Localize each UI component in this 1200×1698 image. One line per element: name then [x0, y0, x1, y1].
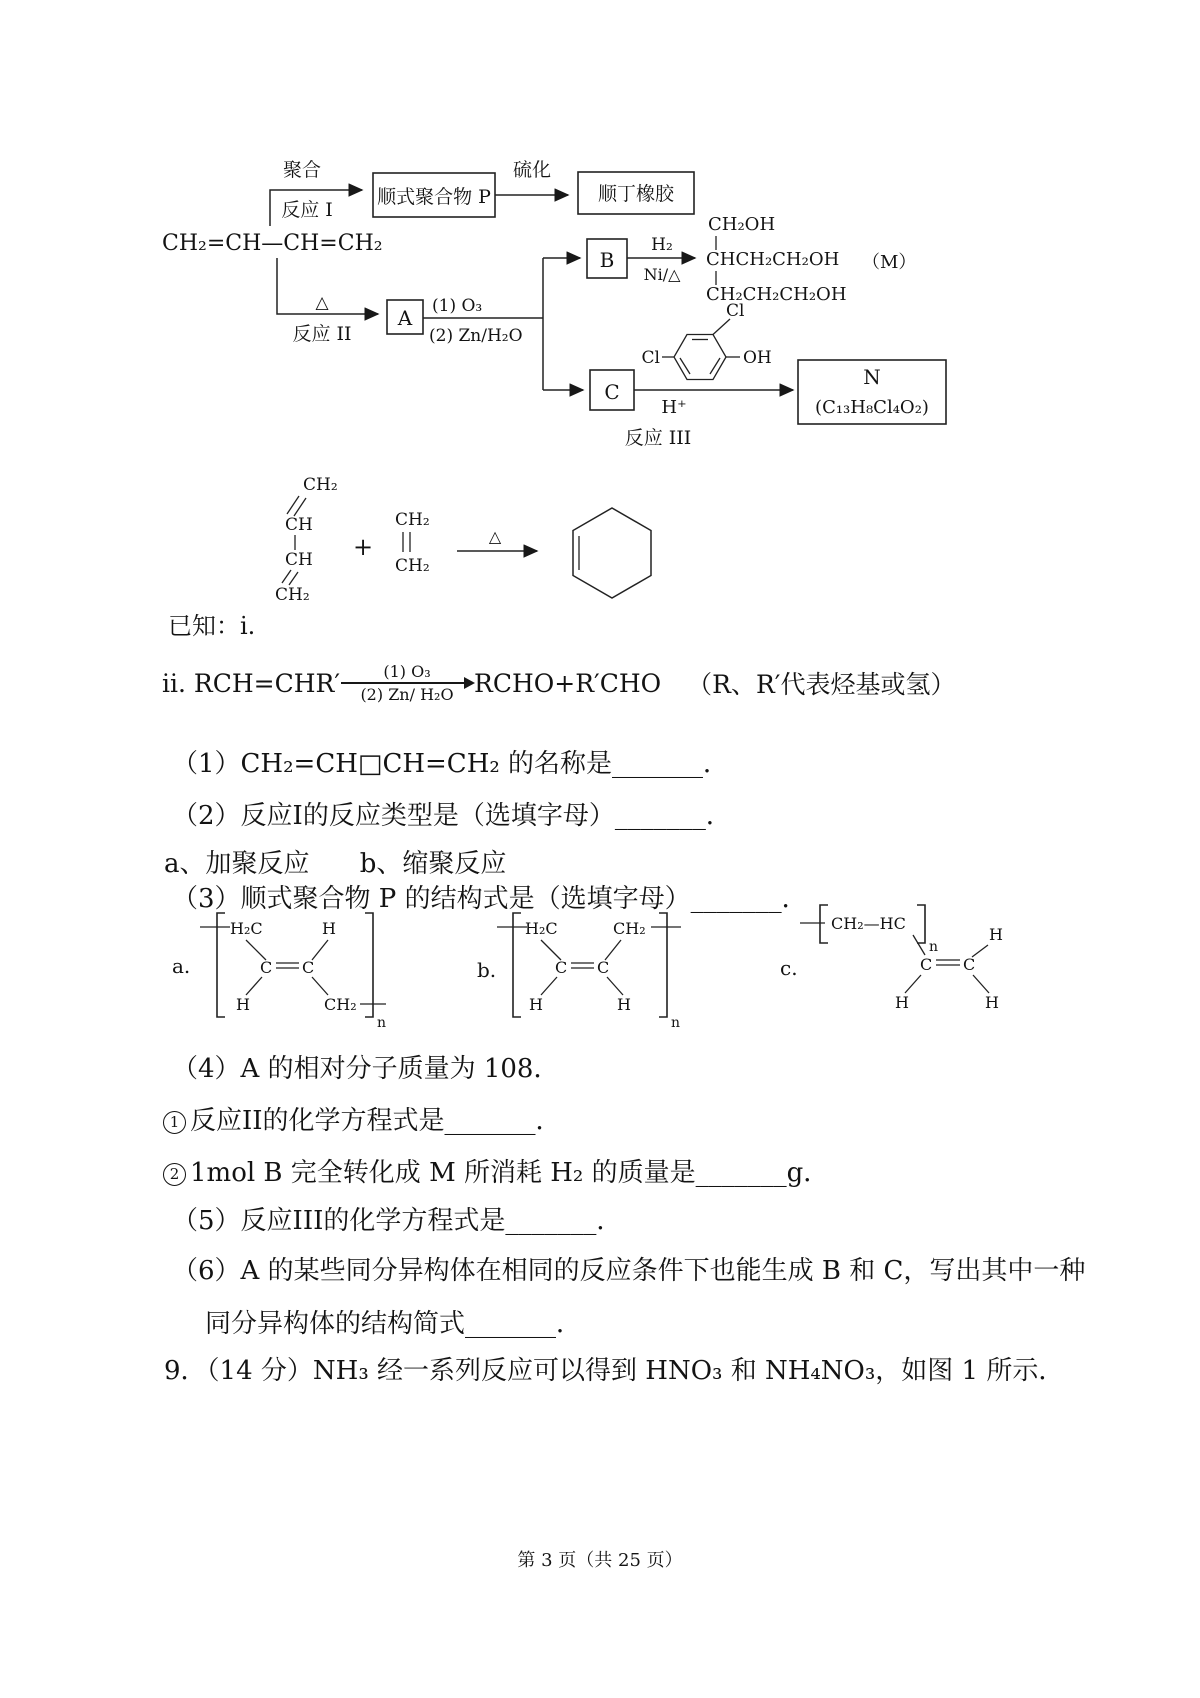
question-4-sub2-text: 1mol B 完全转化成 M 所消耗 H₂ 的质量是_______g．: [190, 1158, 830, 1188]
box-n-name: N: [863, 365, 881, 389]
ozonolysis-top: (1) O₃: [432, 296, 483, 316]
ii-condition-top: (1) O₃: [383, 662, 431, 681]
rxn1-top-label: 聚合: [282, 159, 322, 181]
butadiene-ch-2: CH: [285, 550, 313, 570]
diels-alder-diagram: [225, 440, 665, 620]
box-n-formula: (C₁₃H₈Cl₄O₂): [815, 397, 929, 418]
box-a-label: A: [397, 306, 413, 330]
ethylene-ch2-top: CH₂: [395, 510, 430, 530]
atom-h-left: H: [529, 995, 543, 1014]
polymer-option-b: [465, 905, 705, 1033]
option-a: a、加聚反应: [164, 849, 310, 879]
bracket-right: [917, 905, 925, 943]
atom-ch2-bottom: CH₂: [324, 995, 357, 1014]
m-label: （M）: [862, 252, 917, 273]
ethylene-ch2-bottom: CH₂: [395, 556, 430, 576]
box-b-label: B: [599, 248, 615, 272]
m-structure: [706, 214, 916, 305]
subscript-n: n: [671, 1015, 681, 1031]
question-3: （3）顺式聚合物 P 的结构式是（选填字母）_______．: [172, 884, 808, 914]
atom-c2: C: [302, 958, 315, 977]
page-footer: 第 3 页（共 25 页）: [517, 1550, 683, 1571]
question-6-line1: （6）A 的某些同分异构体在相同的反应条件下也能生成 B 和 C，写出其中一种: [172, 1256, 1086, 1286]
da-delta: △: [488, 527, 502, 546]
ii-label: ii. RCH=CHR′: [162, 668, 341, 698]
atom-ch2: CH₂: [613, 919, 646, 938]
ii-note: （R、R′代表烃基或氢）: [687, 670, 956, 699]
h2-label: H₂: [651, 235, 673, 255]
atom-h: H: [322, 919, 336, 938]
butadiene-ch-1: CH: [285, 515, 313, 535]
question-1: （1）CH₂=CH□CH=CH₂ 的名称是_______．: [172, 749, 730, 779]
question-4-sub1-text: 反应II的化学方程式是_______．: [190, 1106, 562, 1136]
atom-h-bottom: H: [236, 995, 250, 1014]
box-c-label: C: [604, 380, 620, 404]
butadiene-ch2-bottom: CH₂: [275, 585, 310, 605]
chlorophenol-structure: [642, 301, 772, 380]
ni-delta-label: Ni/△: [643, 265, 681, 284]
ozonolysis-bottom: (2) Zn/H₂O: [429, 326, 523, 346]
known-label: 已知：i.: [168, 612, 256, 640]
question-4: （4）A 的相对分子质量为 108．: [172, 1054, 560, 1084]
rxn3-label: 反应 III: [624, 427, 692, 449]
reaction-flow-diagram: [150, 118, 970, 463]
known-reaction-ii: [162, 662, 955, 704]
cyclohexene-structure: [573, 508, 651, 598]
atom-c1: C: [920, 955, 933, 974]
butadiene-structure: [275, 475, 338, 605]
atom-h2c: H₂C: [230, 919, 263, 938]
m-line1: CH₂OH: [708, 214, 776, 235]
cl-top-label: Cl: [726, 301, 745, 321]
bracket-right: [659, 913, 667, 1017]
question-4-sub2: [163, 1152, 829, 1189]
atom-c1: C: [555, 958, 568, 977]
option-c-label: c.: [780, 956, 798, 980]
circled-1: 1: [163, 1111, 186, 1134]
bracket-left: [513, 913, 521, 1017]
h-plus-label: H⁺: [661, 397, 687, 418]
ii-product: RCHO+R′CHO: [474, 668, 662, 698]
bracket-left: [217, 913, 225, 1017]
question-2: （2）反应I的反应类型是（选填字母）_______．: [172, 801, 732, 831]
atom-h-topright: H: [989, 925, 1003, 944]
bracket-right: [365, 913, 373, 1017]
question-5: （5）反应III的化学方程式是_______．: [172, 1206, 623, 1236]
ii-reaction-arrow: [341, 662, 473, 704]
polymer-option-c: [765, 895, 1015, 1035]
circled-2: 2: [163, 1163, 186, 1186]
m-line3: CH₂CH₂CH₂OH: [706, 284, 847, 305]
subscript-n: n: [377, 1015, 387, 1031]
ethylene-structure: [395, 510, 430, 576]
option-b: b、缩聚反应: [359, 849, 507, 879]
cl-left-label: Cl: [641, 348, 660, 368]
polymer-option-a: [160, 905, 400, 1033]
chain-ch2-hc: CH₂—HC: [831, 914, 906, 933]
atom-h-right: H: [617, 995, 631, 1014]
ii-arrow-line: [341, 682, 473, 684]
atom-c1: C: [260, 958, 273, 977]
m-line2: CHCH₂CH₂OH: [706, 249, 840, 270]
question-9: 9．（14 分）NH₃ 经一系列反应可以得到 HNO₃ 和 NH₄NO₃，如图 1 所示．: [164, 1356, 1065, 1386]
question-4-sub1: [163, 1100, 562, 1137]
option-b-label: b.: [477, 958, 497, 982]
rxn2-top-label: △: [315, 293, 329, 313]
atom-h-bottomright: H: [985, 993, 999, 1012]
subscript-n: n: [929, 939, 939, 955]
rxn1-bottom-label: 反应 I: [281, 199, 333, 221]
atom-c2: C: [597, 958, 610, 977]
oh-right-label: OH: [743, 348, 772, 368]
atom-c2: C: [963, 955, 976, 974]
atom-h2c: H₂C: [525, 919, 558, 938]
plus-sign: +: [353, 533, 374, 561]
ii-condition-bottom: (2) Zn/ H₂O: [360, 685, 454, 704]
vulcanize-label: 硫化: [512, 159, 552, 181]
question-6-line2: 同分异构体的结构简式_______．: [205, 1309, 583, 1339]
reactant-formula: CH₂=CH—CH=CH₂: [162, 231, 383, 256]
box-polymer-p-label: 顺式聚合物 P: [377, 186, 491, 208]
question-2-options: [164, 843, 506, 880]
option-a-label: a.: [172, 954, 191, 978]
bracket-left: [820, 905, 828, 943]
butadiene-ch2-top: CH₂: [303, 475, 338, 495]
rxn2-bottom-label: 反应 II: [292, 323, 352, 345]
atom-h-bottomleft: H: [895, 993, 909, 1012]
box-rubber-label: 顺丁橡胶: [597, 183, 675, 205]
